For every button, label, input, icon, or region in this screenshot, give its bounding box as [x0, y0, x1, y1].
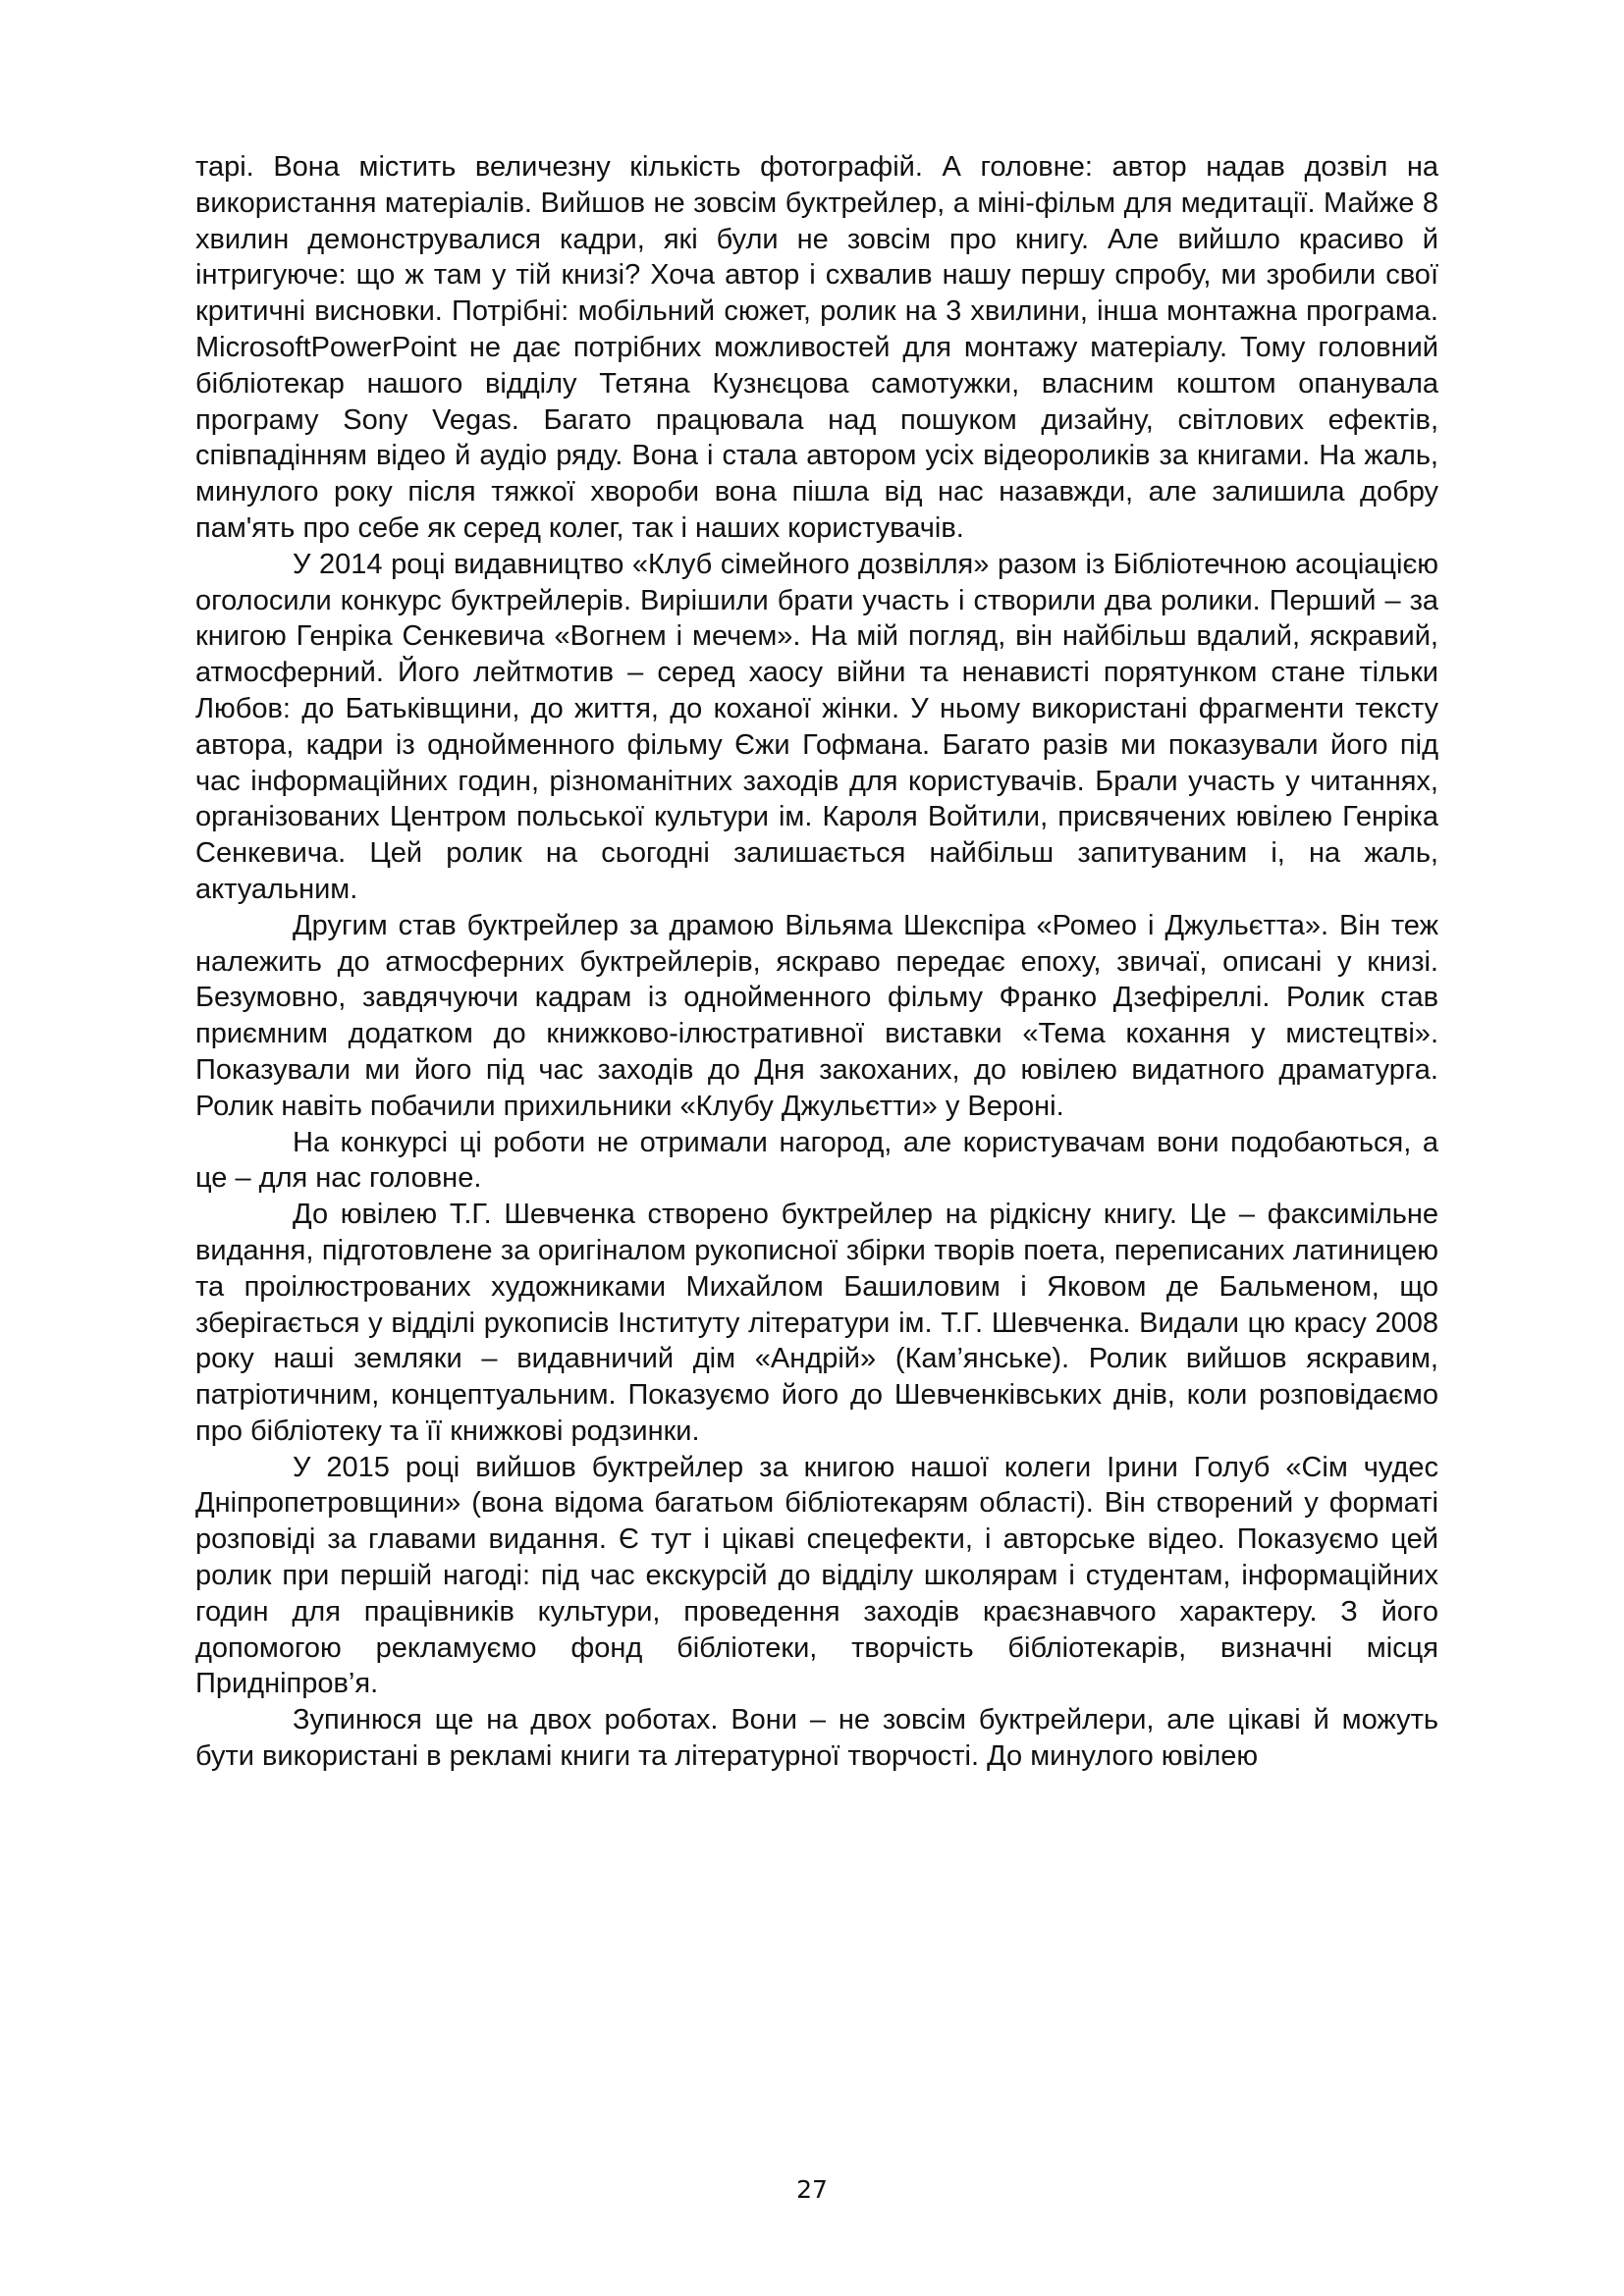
paragraph-7: Зупинюся ще на двох роботах. Вони – не зовсім буктрейлери, але цікаві й можуть бути використані в рекламі книги та літературної творчості. До минулого ювілею — [195, 1704, 1438, 1773]
paragraph-3: Другим став буктрейлер за драмою Вільяма Шекспіра «Ромео і Джульєтта». Він теж належить до атмосферних буктрейлерів, яскраво передає епоху, звичаї, описані у книзі. Безумовно, завдячуючи кадрам із однойменного фільму Франко Дзефіреллі. Ролик став приємним додатком до книжково-ілюстративної виставки «Тема кохання у мистецтві». Показували ми його під час заходів до Дня закоханих, до ювілею видатного драматурга. Ролик навіть побачили прихильники «Клубу Джульєтти» у Вероні. — [195, 909, 1438, 1122]
body-text — [195, 149, 1438, 1775]
paragraph-5: До ювілею Т.Г. Шевченка створено буктрейлер на рідкісну книгу. Це – факсимільне видання, підготовлене за оригіналом рукописної збірки творів поета, переписаних латиницею та проілюстрованих художниками Михайлом Башиловим і Яковом де Бальменом, що зберігається у відділі рукописів Інституту літератури ім. Т.Г. Шевченка. Видали цю красу 2008 року наші земляки – видавничий дім «Андрій» (Кам’янське). Ролик вийшов яскравим, патріотичним, концептуальним. Показуємо його до Шевченківських днів, коли розповідаємо про бібліотеку та її книжкові родзинки. — [195, 1199, 1438, 1447]
paragraph-6: У 2015 році вийшов буктрейлер за книгою нашої колеги Ірини Голуб «Сім чудес Дніпропетровщини» (вона відома багатьом бібліотекарям області). Він створений у форматі розповіді за главами видання. Є тут і цікаві спецефекти, і авторське відео. Показуємо цей ролик при першій нагоді: під час екскурсій до відділу школярам і студентам, інформаційних годин для працівників культури, проведення заходів краєзнавчого характеру. З його допомогою рекламуємо фонд бібліотеки, творчість бібліотекарів, визначні місця Придніпров’я. — [195, 1451, 1438, 1700]
paragraph-2: У 2014 році видавництво «Клуб сімейного дозвілля» разом із Бібліотечною асоціацією оголосили конкурс буктрейлерів. Вирішили брати участь і створили два ролики. Перший – за книгою Генріка Сенкевича «Вогнем і мечем». На мій погляд, він найбільш вдалий, яскравий, атмосферний. Його лейтмотив – серед хаосу війни та ненависті порятунком стане тільки Любов: до Батьківщини, до життя, до коханої жінки. У ньому використані фрагменти тексту автора, кадри із однойменного фільму Єжи Гофмана. Багато разів ми показували його під час інформаційних годин, різноманітних заходів для користувачів. Брали участь у читаннях, організованих Центром польської культури ім. Кароля Войтили, присвячених ювілею Генріка Сенкевича. Цей ролик на сьогодні залишається найбільш запитуваним і, на жаль, актуальним. — [195, 548, 1438, 905]
paragraph-1: тарі. Вона містить величезну кількість фотографій. А головне: автор надав дозвіл на використання матеріалів. Вийшов не зовсім буктрейлер, а міні-фільм для медитації. Майже 8 хвилин демонструвалися кадри, які були не зовсім про книгу. Але вийшло красиво й інтригуюче: що ж там у тій книзі? Хоча автор і схвалив нашу першу спробу, ми зробили свої критичні висновки. Потрібні: мобільний сюжет, ролик на 3 хвилини, інша монтажна програма. MicrosoftPowerPoint не дає потрібних можливостей для монтажу матеріалу. Тому головний бібліотекар нашого відділу Тетяна Кузнєцова самотужки, власним коштом опанувала програму Sony Vegas. Багато працювала над пошуком дизайну, світлових ефектів, співпадінням відео й аудіо ряду. Вона і стала автором усіх відеороликів за книгами. На жаль, минулого року після тяжкої хвороби вона пішла від нас назавжди, але залишила добру пам'ять про себе як серед колег, так і наших користувачів. — [195, 151, 1438, 544]
paragraph-4: На конкурсі ці роботи не отримали нагород, але користувачам вони подобаються, а це – для нас головне. — [195, 1126, 1438, 1195]
page-number: 27 — [796, 2175, 828, 2204]
